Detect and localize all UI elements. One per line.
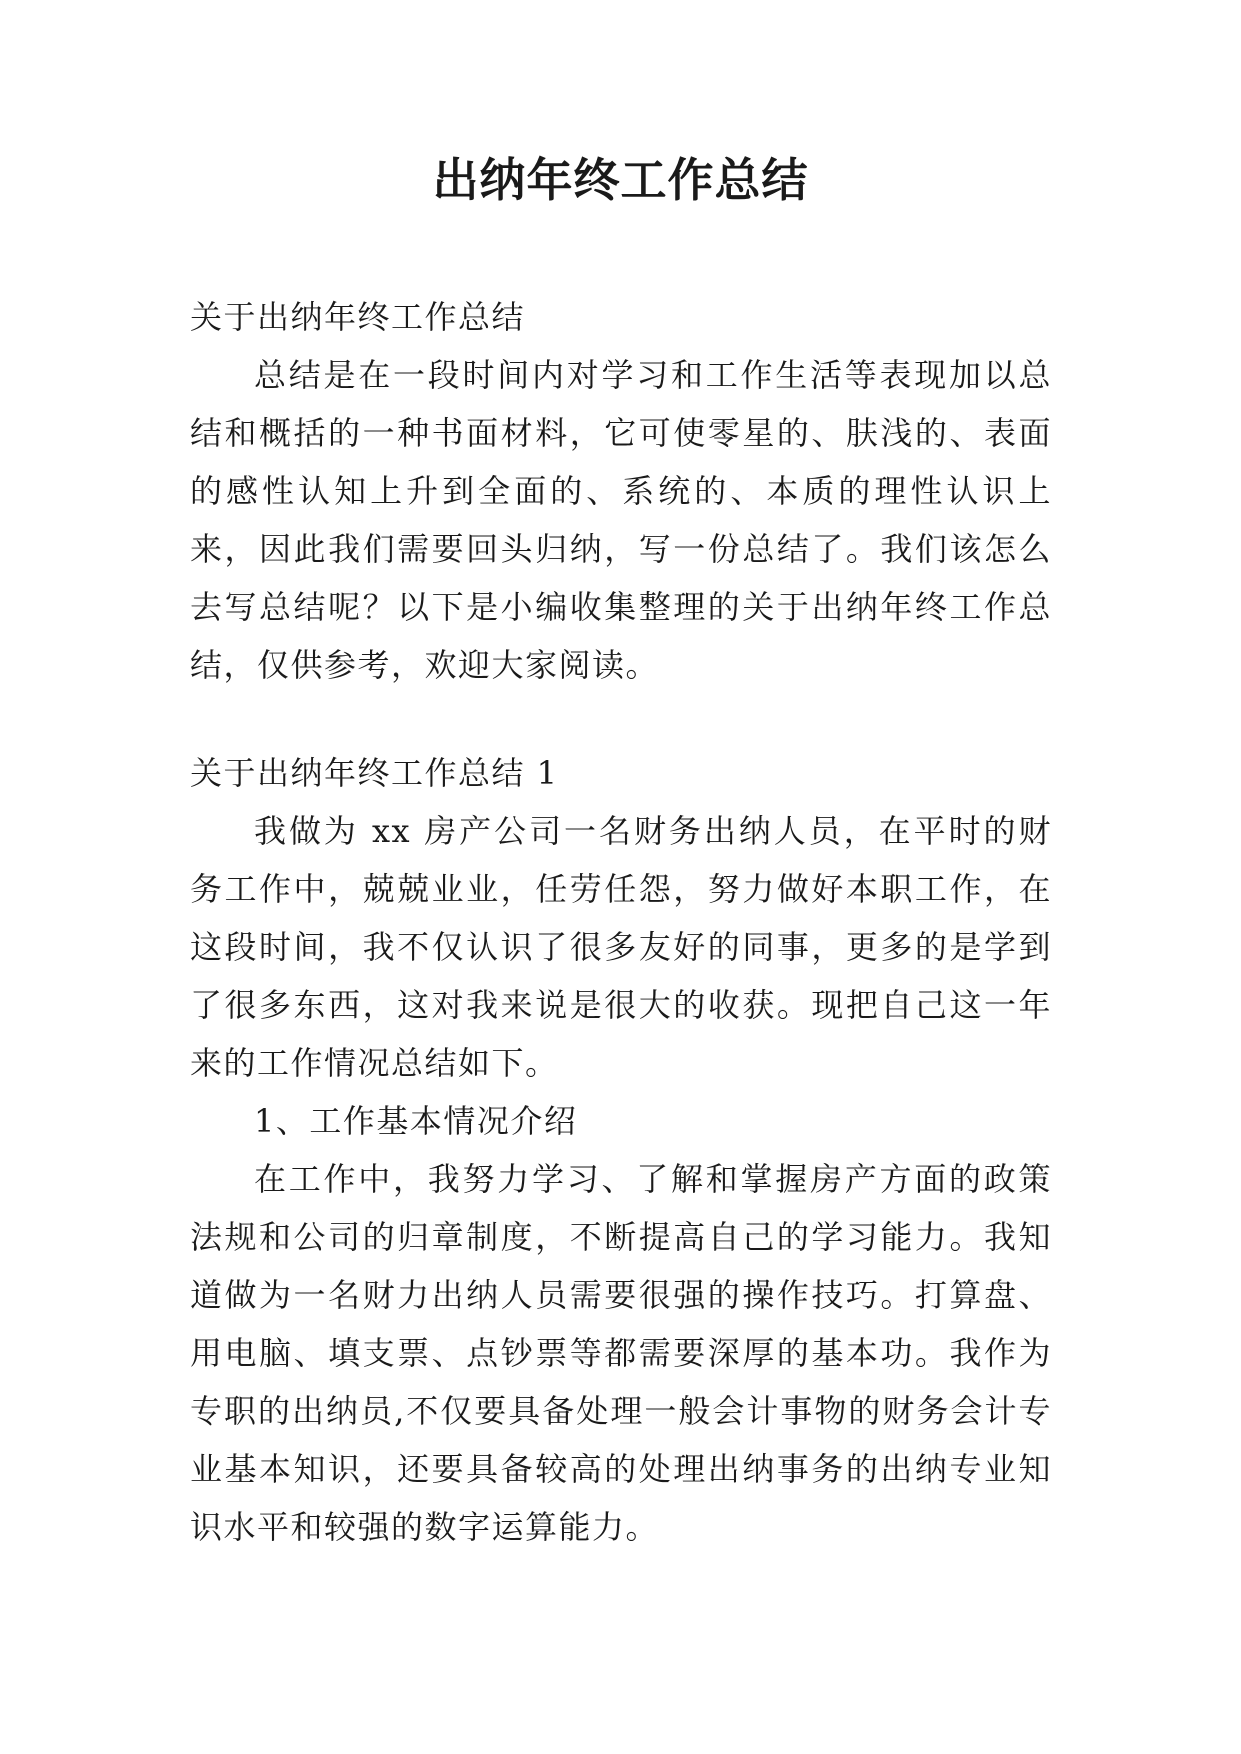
- intro-paragraph: 总结是在一段时间内对学习和工作生活等表现加以总结和概括的一种书面材料，它可使零星的、肤浅的、表面的感性认知上升到全面的、系统的、本质的理性认识上来，因此我们需要回头归纳，写一份总结了。我们该怎么去写总结呢？以下是小编收集整理的关于出纳年终工作总结，仅供参考，欢迎大家阅读。: [190, 356, 1052, 684]
- section1-paragraph-2: 在工作中，我努力学习、了解和掌握房产方面的政策法规和公司的归章制度，不断提高自己的学习能力。我知道做为一名财力出纳人员需要很强的操作技巧。打算盘、用电脑、填支票、点钞票等都需要深厚的基本功。我作为专职的出纳员,不仅要具备处理一般会计事物的财务会计专业基本知识，还要具备较高的处理出纳事务的出纳专业知识水平和较强的数字运算能力。: [190, 1160, 1052, 1546]
- section1-paragraph-1: 我做为 xx 房产公司一名财务出纳人员，在平时的财务工作中，兢兢业业，任劳任怨，努力做好本职工作，在这段时间，我不仅认识了很多友好的同事，更多的是学到了很多东西，这对我来说是很大的收获。现把自己这一年来的工作情况总结如下。: [190, 812, 1052, 1082]
- intro-heading: 关于出纳年终工作总结: [190, 298, 526, 336]
- document-body: [190, 288, 1052, 1556]
- document-title: 出纳年终工作总结: [432, 153, 809, 207]
- section1-subheading: 1、工作基本情况介绍: [254, 1102, 578, 1140]
- section1-heading: 关于出纳年终工作总结 1: [190, 754, 559, 792]
- section-spacer: [190, 694, 1052, 744]
